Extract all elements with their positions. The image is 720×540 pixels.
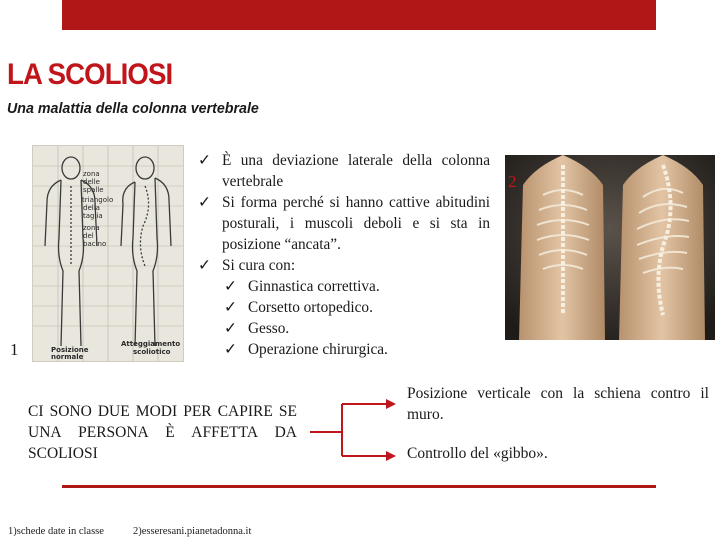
sub-bullet-text: Gesso. <box>248 320 290 337</box>
sub-bullet-text: Corsetto ortopedico. <box>248 299 373 316</box>
check-icon: ✓ <box>224 341 237 358</box>
arrow-head-icon <box>386 451 396 461</box>
check-icon: ✓ <box>224 320 237 337</box>
annotation-text: normale <box>51 353 84 361</box>
annotation-text: spalle <box>83 186 104 194</box>
footer-source-1: 1)schede date in classe <box>8 526 104 537</box>
bullet-text: Si cura con: <box>222 257 296 274</box>
annotation-text: delle <box>83 178 100 186</box>
check-icon: ✓ <box>198 257 211 274</box>
figure-1-label: 1 <box>10 340 19 359</box>
answer-gibbo-test: Controllo del «gibbo». <box>407 445 548 462</box>
annotation-text: bacino <box>83 240 107 248</box>
slide-title: LA SCOLIOSI <box>7 58 173 91</box>
annotation-text: Posizione <box>51 346 89 354</box>
check-icon: ✓ <box>224 299 237 316</box>
annotation-text: della <box>83 204 100 212</box>
check-icon: ✓ <box>198 152 211 169</box>
annotation-text: del <box>83 232 94 240</box>
annotation-text: Atteggiamento <box>121 340 181 348</box>
answer-wall-test: Posizione verticale con la schiena contro il muro. <box>407 385 709 423</box>
annotation-text: zona <box>83 170 100 178</box>
bullet-text: Si forma perché si hanno cattive abitudini posturali, i muscoli deboli e si sta in posizione “ancata”. <box>222 194 490 253</box>
question-text: CI SONO DUE MODI PER CAPIRE SE UNA PERSONA È AFFETTA DA SCOLIOSI <box>28 403 297 462</box>
check-icon: ✓ <box>224 278 237 295</box>
figure-2-label: 2 <box>508 172 517 191</box>
slide-subtitle: Una malattia della colonna vertebrale <box>7 100 259 117</box>
sub-bullet-text: Operazione chirurgica. <box>248 341 388 358</box>
annotation-text: triangolo <box>82 196 114 204</box>
footer-source-2: 2)esseresani.pianetadonna.it <box>133 526 252 537</box>
divider-line <box>62 485 656 488</box>
sub-bullet-text: Ginnastica correttiva. <box>248 278 380 295</box>
arrow-head-icon <box>386 399 396 409</box>
annotation-text: zona <box>83 224 100 232</box>
annotation-text: scoliotico <box>133 348 171 356</box>
check-icon: ✓ <box>198 194 211 211</box>
bullet-text: È una deviazione laterale della colonna vertebrale <box>222 152 490 190</box>
annotation-text: taglia <box>83 212 103 220</box>
